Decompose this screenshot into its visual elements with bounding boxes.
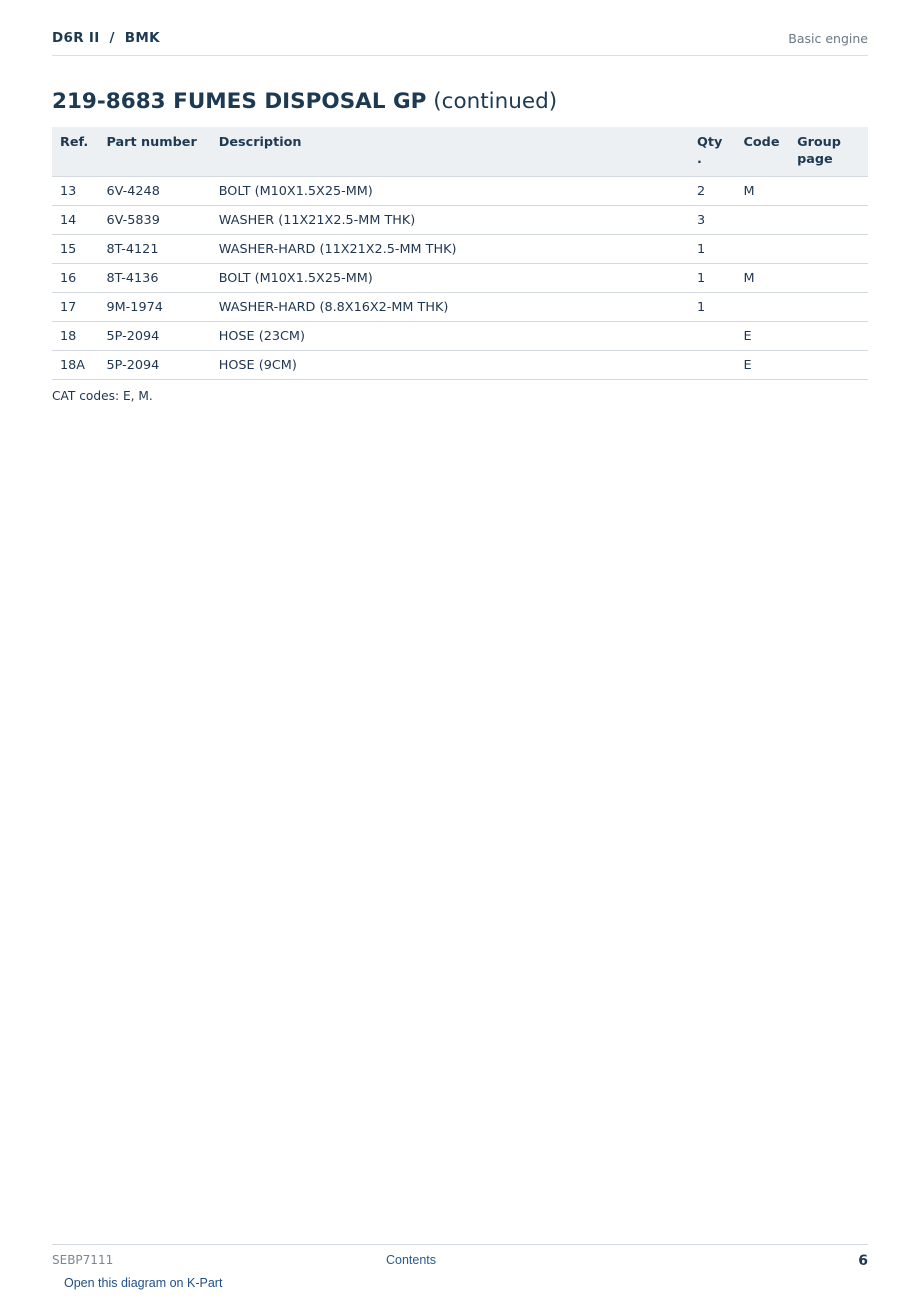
page-title: [52, 89, 557, 114]
description-cell: WASHER (11X21X2.5-MM THK): [211, 206, 689, 235]
ref-cell: 16: [52, 264, 99, 293]
col-group-page: Group page: [789, 127, 868, 177]
code-cell: [736, 206, 790, 235]
table-header-row: [52, 127, 868, 177]
group-page-cell: [789, 293, 868, 322]
code-cell: [736, 235, 790, 264]
part-number-cell: 9M-1974: [99, 293, 211, 322]
qty-cell: [689, 322, 736, 351]
description-cell: BOLT (M10X1.5X25-MM): [211, 177, 689, 206]
contents-link[interactable]: Contents: [386, 1253, 437, 1267]
group-page-cell: [789, 322, 868, 351]
table-row: [52, 351, 868, 380]
ref-cell: 18: [52, 322, 99, 351]
cat-codes-note: CAT codes: E, M.: [52, 389, 153, 403]
code-cell: E: [736, 351, 790, 380]
description-cell: WASHER-HARD (11X21X2.5-MM THK): [211, 235, 689, 264]
page-header: [52, 28, 868, 56]
ref-cell: 14: [52, 206, 99, 235]
col-code: Code: [736, 127, 790, 177]
part-number-cell: 5P-2094: [99, 322, 211, 351]
kpart-link[interactable]: Open this diagram on K-Part: [64, 1276, 223, 1290]
description-cell: WASHER-HARD (8.8X16X2-MM THK): [211, 293, 689, 322]
ref-cell: 15: [52, 235, 99, 264]
table-row: [52, 322, 868, 351]
title-main: 219-8683 FUMES DISPOSAL GP: [52, 89, 427, 114]
table-row: [52, 206, 868, 235]
code-cell: E: [736, 322, 790, 351]
group-page-cell: [789, 177, 868, 206]
table-row: [52, 235, 868, 264]
description-cell: BOLT (M10X1.5X25-MM): [211, 264, 689, 293]
qty-cell: 1: [689, 264, 736, 293]
code-cell: M: [736, 264, 790, 293]
table-row: [52, 293, 868, 322]
document-id: SEBP7111: [52, 1253, 114, 1267]
ref-cell: 17: [52, 293, 99, 322]
code-cell: [736, 293, 790, 322]
col-ref: Ref.: [52, 127, 99, 177]
qty-cell: 1: [689, 293, 736, 322]
part-number-cell: 6V-5839: [99, 206, 211, 235]
code-cell: M: [736, 177, 790, 206]
group-page-cell: [789, 235, 868, 264]
description-cell: HOSE (23CM): [211, 322, 689, 351]
table-row: [52, 177, 868, 206]
col-description: Description: [211, 127, 689, 177]
table-row: [52, 264, 868, 293]
qty-cell: [689, 351, 736, 380]
qty-cell: 2: [689, 177, 736, 206]
part-number-cell: 8T-4136: [99, 264, 211, 293]
part-number-cell: 6V-4248: [99, 177, 211, 206]
group-page-cell: [789, 264, 868, 293]
qty-cell: 1: [689, 235, 736, 264]
col-part-number: Part number: [99, 127, 211, 177]
breadcrumb: D6R II / BMK: [52, 30, 160, 46]
page-footer: [52, 1244, 868, 1279]
ref-cell: 13: [52, 177, 99, 206]
title-suffix: (continued): [426, 89, 558, 114]
group-page-cell: [789, 206, 868, 235]
page-number: 6: [858, 1253, 868, 1269]
group-page-cell: [789, 351, 868, 380]
qty-cell: 3: [689, 206, 736, 235]
description-cell: HOSE (9CM): [211, 351, 689, 380]
part-number-cell: 8T-4121: [99, 235, 211, 264]
part-number-cell: 5P-2094: [99, 351, 211, 380]
parts-table: [52, 127, 868, 380]
section-label: Basic engine: [788, 31, 868, 46]
ref-cell: 18A: [52, 351, 99, 380]
col-qty: Qty .: [689, 127, 736, 177]
